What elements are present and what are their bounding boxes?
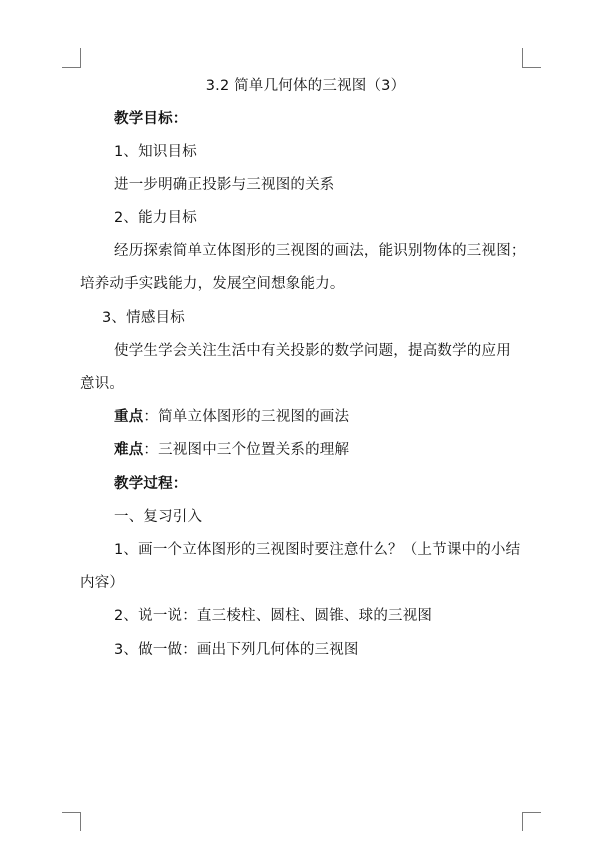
key-point bbox=[114, 407, 349, 427]
document-title: 3.2 简单几何体的三视图（3） bbox=[205, 78, 406, 94]
ability-goal-text-line1: 经历探索简单立体图形的三视图的画法，能识别物体的三视图； bbox=[114, 243, 526, 259]
process-heading: 教学过程： bbox=[114, 476, 188, 492]
emotion-goal-label: 3、情感目标 bbox=[102, 310, 185, 326]
review-item-3: 3、做一做：画出下列几何体的三视图 bbox=[114, 642, 359, 658]
crop-mark-bottom-left bbox=[62, 812, 81, 831]
key-point-label: 重点 bbox=[114, 409, 144, 425]
knowledge-goal-text: 进一步明确正投影与三视图的关系 bbox=[114, 177, 335, 193]
review-item-1-line1: 1、画一个立体图形的三视图时要注意什么？（上节课中的小结 bbox=[114, 542, 521, 558]
review-item-2: 2、说一说：直三棱柱、圆柱、圆锥、球的三视图 bbox=[114, 608, 433, 624]
review-item-1-line2: 内容） bbox=[80, 575, 125, 591]
difficulty-text: ：三视图中三个位置关系的理解 bbox=[143, 442, 350, 458]
difficulty bbox=[114, 440, 349, 460]
key-point-text: ：简单立体图形的三视图的画法 bbox=[143, 409, 350, 425]
crop-mark-bottom-right bbox=[522, 812, 541, 831]
objectives-heading: 教学目标： bbox=[114, 111, 188, 127]
crop-mark-top-left bbox=[62, 48, 81, 68]
crop-mark-top-right bbox=[522, 48, 541, 68]
emotion-goal-text-line2: 意识。 bbox=[80, 376, 125, 392]
difficulty-label: 难点 bbox=[114, 442, 144, 458]
ability-goal-label: 2、能力目标 bbox=[114, 210, 197, 226]
knowledge-goal-label: 1、知识目标 bbox=[114, 144, 197, 160]
ability-goal-text-line2: 培养动手实践能力，发展空间想象能力。 bbox=[80, 276, 345, 292]
review-heading: 一、复习引入 bbox=[114, 509, 203, 525]
emotion-goal-text-line1: 使学生学会关注生活中有关投影的数学问题，提高数学的应用 bbox=[114, 343, 511, 359]
